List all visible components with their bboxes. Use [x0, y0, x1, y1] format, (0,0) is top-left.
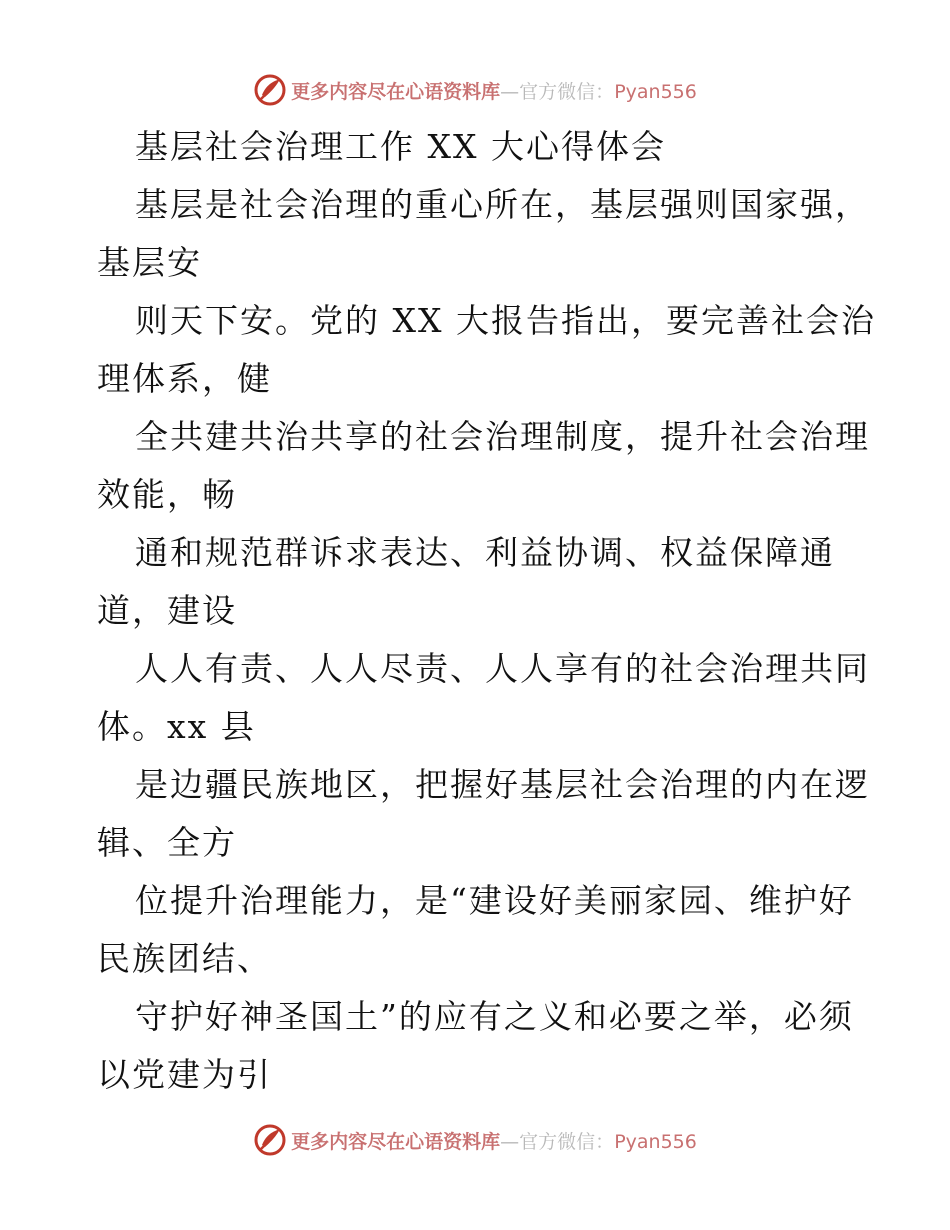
header-wechat-label: 官方微信：	[519, 80, 615, 103]
paragraph-line: 守护好神圣国土”的应有之义和必要之举，必须	[135, 997, 854, 1036]
paragraph-line: 基层安	[97, 243, 202, 282]
paragraph-line: 人人有责、人人尽责、人人享有的社会治理共同	[135, 649, 870, 688]
paragraph-line: 辑、全方	[97, 823, 237, 862]
paragraph-line: 全共建共治共享的社会治理制度，提升社会治理	[135, 417, 870, 456]
footer-wechat-label: 官方微信：	[519, 1130, 615, 1153]
paragraph-line: 民族团结、	[97, 939, 272, 978]
pen-logo-icon	[253, 73, 287, 107]
paragraph-line: 理体系，健	[97, 359, 272, 398]
header-dash: —	[500, 80, 520, 103]
header-watermark	[0, 70, 950, 110]
paragraph-line: 基层是社会治理的重心所在，基层强则国家强，	[135, 185, 870, 224]
footer-watermark	[0, 1120, 950, 1160]
paragraph-line: 位提升治理能力，是“建设好美丽家园、维护好	[135, 881, 854, 920]
footer-dash: —	[500, 1130, 520, 1153]
header-brand: 更多内容尽在心语资料库	[291, 80, 501, 103]
paragraph-line: 是边疆民族地区，把握好基层社会治理的内在逻	[135, 765, 870, 804]
paragraph-line: 以党建为引	[97, 1055, 272, 1094]
paragraph-line: 则天下安。党的 XX 大报告指出，要完善社会治	[135, 301, 876, 340]
footer-brand: 更多内容尽在心语资料库	[291, 1130, 501, 1153]
paragraph-line: 体。xx 县	[97, 707, 256, 746]
document-title: 基层社会治理工作 XX 大心得体会	[135, 127, 666, 166]
paragraph-line: 通和规范群诉求表达、利益协调、权益保障通	[135, 533, 835, 572]
pen-logo-icon	[253, 1123, 287, 1157]
paragraph-line: 效能，畅	[97, 475, 237, 514]
document-body	[97, 118, 876, 1104]
paragraph-line: 道，建设	[97, 591, 237, 630]
footer-wechat-id: Pyan556	[614, 1130, 697, 1153]
header-wechat-id: Pyan556	[614, 80, 697, 103]
